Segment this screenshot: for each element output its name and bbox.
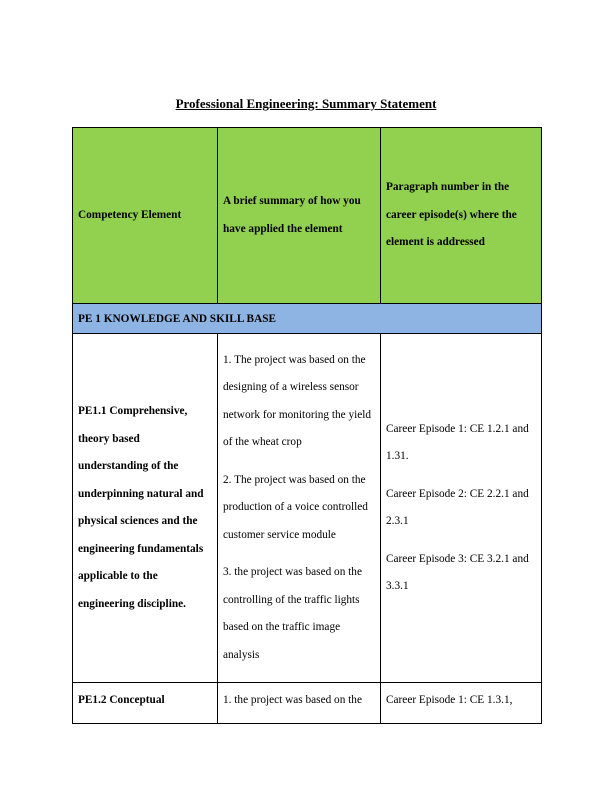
- summary-item: 3. the project was based on the controlling of the traffic lights based on the traffic image analysis: [223, 566, 362, 661]
- episode-reference: Career Episode 1: CE 1.2.1 and 1.31.: [386, 422, 529, 462]
- summary-item: 1. the project was based on the: [223, 694, 362, 706]
- table-header-row: [73, 128, 542, 304]
- section-title: PE 1 KNOWLEDGE AND SKILL BASE: [73, 304, 542, 334]
- summary-statement-table: [72, 127, 542, 724]
- summary-cell: [218, 334, 381, 683]
- episode-cell: [381, 683, 542, 724]
- summary-item: 1. The project was based on the designing of a wireless sensor network for monitoring the yield of the wheat crop: [223, 353, 372, 449]
- summary-item: 2. The project was based on the production of a voice controlled customer service module: [223, 473, 368, 541]
- document-title: Professional Engineering: Summary Statement: [175, 96, 437, 111]
- table-row: [73, 683, 542, 724]
- header-paragraph-number: Paragraph number in the career episode(s) where the element is addressed: [381, 128, 542, 304]
- header-competency-element: Competency Element: [73, 128, 218, 304]
- episode-reference: Career Episode 3: CE 3.2.1 and 3.3.1: [386, 552, 529, 592]
- episode-reference: Career Episode 1: CE 1.3.1,: [386, 694, 513, 706]
- episode-cell: [381, 334, 542, 683]
- table-row: [73, 334, 542, 683]
- competency-element-cell: PE1.2 Conceptual: [73, 683, 218, 724]
- summary-cell: [218, 683, 381, 724]
- header-summary: A brief summary of how you have applied the element: [218, 128, 381, 304]
- competency-element-cell: PE1.1 Comprehensive, theory based understanding of the underpinning natural and physical sciences and the engineering fundamentals applicable to the engineering discipline.: [73, 334, 218, 683]
- episode-reference: Career Episode 2: CE 2.2.1 and 2.3.1: [386, 487, 529, 527]
- section-row: [73, 304, 542, 334]
